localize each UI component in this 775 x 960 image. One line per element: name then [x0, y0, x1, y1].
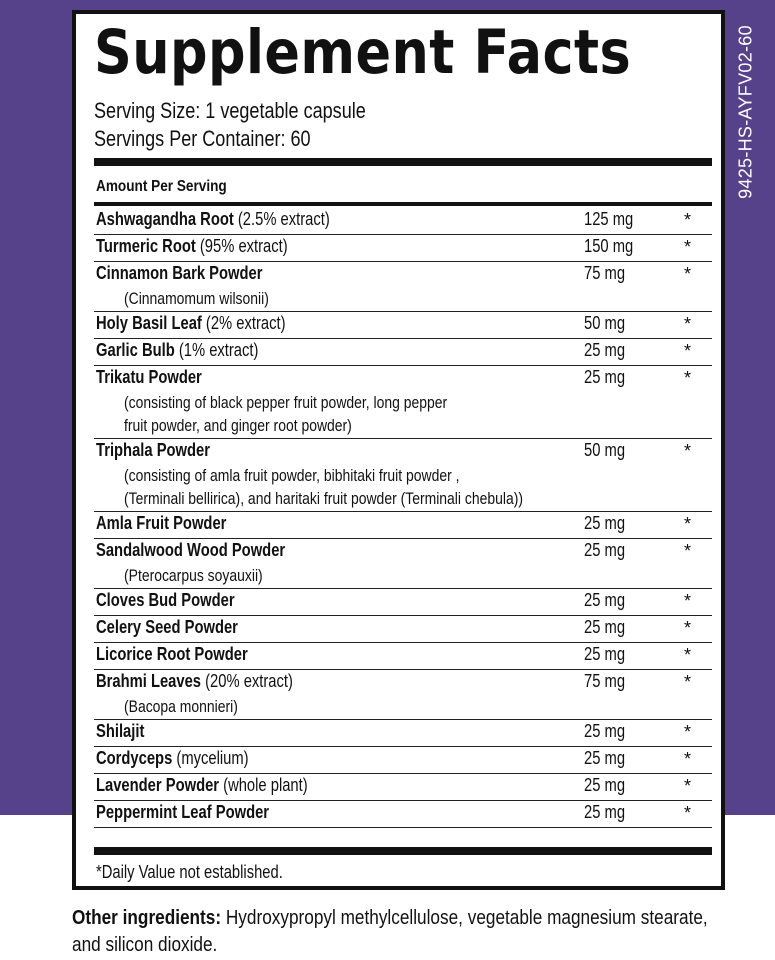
- ingredient-row: [94, 262, 712, 312]
- ingredient-row: [94, 670, 712, 720]
- ingredient-detail: (Cinnamomum wilsonii): [124, 289, 269, 308]
- ingredient-name: [96, 776, 308, 794]
- ingredient-name: [96, 237, 288, 255]
- ingredient-name: [96, 368, 202, 386]
- ingredient-name-bold: Holy Basil Leaf: [96, 313, 202, 333]
- ingredient-name: [96, 591, 235, 609]
- daily-value-asterisk: *: [684, 722, 692, 742]
- ingredient-name-bold: Cloves Bud Powder: [96, 590, 235, 610]
- ingredient-amount: 25 mg: [584, 617, 626, 637]
- ingredient-name-bold: Amla Fruit Powder: [96, 513, 227, 533]
- daily-value-asterisk: *: [684, 672, 692, 692]
- ingredient-name: [96, 803, 269, 821]
- daily-value-asterisk: *: [684, 314, 692, 334]
- ingredient-detail: (Bacopa monnieri): [124, 697, 238, 716]
- supplement-facts-panel: [72, 10, 725, 890]
- ingredient-amount: 25 mg: [584, 367, 626, 387]
- ingredient-row: [94, 366, 712, 439]
- ingredient-amount: 25 mg: [584, 540, 626, 560]
- daily-value-asterisk: *: [684, 441, 692, 461]
- daily-value-asterisk: *: [684, 514, 692, 534]
- ingredient-name-bold: Cordyceps: [96, 748, 173, 768]
- ingredient-extract-note: (2.5% extract): [237, 209, 330, 229]
- ingredient-row: [94, 589, 712, 616]
- ingredient-name: [96, 749, 249, 767]
- ingredient-name-bold: Shilajit: [96, 721, 145, 741]
- ingredient-amount: 25 mg: [584, 802, 626, 822]
- ingredient-name: [96, 314, 285, 332]
- ingredient-extract-note: (2% extract): [205, 313, 286, 333]
- ingredient-name-bold: Triphala Powder: [96, 440, 211, 460]
- servings-per-container: Servings Per Container: 60: [94, 126, 311, 151]
- ingredient-amount: 25 mg: [584, 721, 626, 741]
- ingredient-extract-note: (mycelium): [176, 748, 249, 768]
- daily-value-asterisk: *: [684, 645, 692, 665]
- ingredient-row: [94, 720, 712, 747]
- ingredient-extract-note: (1% extract): [178, 340, 259, 360]
- ingredient-row: [94, 539, 712, 589]
- ingredient-name-bold: Trikatu Powder: [96, 367, 202, 387]
- daily-value-asterisk: *: [684, 210, 692, 230]
- ingredient-name-bold: Licorice Root Powder: [96, 644, 248, 664]
- other-ingredients-line-2: and silicon dioxide.: [72, 934, 218, 956]
- ingredient-name-bold: Ashwagandha Root: [96, 209, 234, 229]
- thick-divider-top: [94, 158, 712, 166]
- ingredient-amount: 75 mg: [584, 263, 626, 283]
- ingredient-amount: 50 mg: [584, 313, 626, 333]
- ingredient-name: [96, 441, 210, 459]
- ingredient-name-bold: Celery Seed Powder: [96, 617, 238, 637]
- ingredient-amount: 25 mg: [584, 513, 626, 533]
- ingredient-row: [94, 439, 712, 512]
- ingredient-name-bold: Cinnamon Bark Powder: [96, 263, 263, 283]
- ingredient-amount: 125 mg: [584, 209, 634, 229]
- ingredient-amount: 25 mg: [584, 644, 626, 664]
- ingredient-name-bold: Lavender Powder: [96, 775, 220, 795]
- ingredient-name: [96, 672, 293, 690]
- other-ingredients-label: Other ingredients:: [72, 907, 222, 929]
- footnote: *Daily Value not established.: [96, 862, 283, 882]
- ingredient-amount: 25 mg: [584, 590, 626, 610]
- ingredient-row: [94, 616, 712, 643]
- ingredient-extract-note: (95% extract): [199, 236, 288, 256]
- ingredient-name-bold: Brahmi Leaves: [96, 671, 202, 691]
- thick-divider-bottom: [94, 847, 712, 855]
- ingredient-name: [96, 618, 238, 636]
- daily-value-asterisk: *: [684, 237, 692, 257]
- amount-per-serving-header: Amount Per Serving: [96, 178, 227, 195]
- lot-code: 9425-HS-AYFV02-60: [735, 25, 756, 199]
- ingredient-name-bold: Turmeric Root: [96, 236, 196, 256]
- ingredient-name: [96, 722, 144, 740]
- ingredient-name-bold: Sandalwood Wood Powder: [96, 540, 286, 560]
- ingredient-row: [94, 643, 712, 670]
- ingredient-detail: fruit powder, and ginger root powder): [124, 416, 352, 435]
- other-ingredients-text: Hydroxypropyl methylcellulose, vegetable magnesium stearate,: [225, 907, 708, 929]
- daily-value-asterisk: *: [684, 803, 692, 823]
- ingredient-detail: (consisting of black pepper fruit powder, long pepper: [124, 393, 448, 412]
- serving-size: Serving Size: 1 vegetable capsule: [94, 98, 366, 123]
- ingredient-name-bold: Peppermint Leaf Powder: [96, 802, 270, 822]
- ingredient-amount: 150 mg: [584, 236, 634, 256]
- ingredient-row: [94, 801, 712, 828]
- ingredient-row: [94, 312, 712, 339]
- ingredient-amount: 25 mg: [584, 775, 626, 795]
- ingredient-amount: 50 mg: [584, 440, 626, 460]
- ingredient-name-bold: Garlic Bulb: [96, 340, 175, 360]
- ingredient-detail: (Pterocarpus soyauxii): [124, 566, 263, 585]
- ingredient-detail: (consisting of amla fruit powder, bibhitaki fruit powder ,: [124, 466, 460, 485]
- daily-value-asterisk: *: [684, 776, 692, 796]
- ingredient-extract-note: (whole plant): [223, 775, 308, 795]
- other-ingredients-line-1: [72, 908, 708, 928]
- ingredient-amount: 75 mg: [584, 671, 626, 691]
- ingredient-row: [94, 512, 712, 539]
- ingredient-amount: 25 mg: [584, 748, 626, 768]
- daily-value-asterisk: *: [684, 618, 692, 638]
- ingredient-extract-note: (20% extract): [205, 671, 293, 691]
- ingredient-row: [94, 747, 712, 774]
- ingredient-name: [96, 210, 330, 228]
- ingredient-row: [94, 235, 712, 262]
- ingredient-name: [96, 541, 285, 559]
- ingredient-row: [94, 208, 712, 235]
- ingredient-name: [96, 645, 248, 663]
- ingredient-name: [96, 514, 226, 532]
- header-divider: [94, 202, 712, 206]
- daily-value-asterisk: *: [684, 368, 692, 388]
- panel-title: Supplement Facts: [94, 17, 632, 88]
- daily-value-asterisk: *: [684, 749, 692, 769]
- ingredient-amount: 25 mg: [584, 340, 626, 360]
- ingredient-row: [94, 339, 712, 366]
- daily-value-asterisk: *: [684, 341, 692, 361]
- ingredient-row: [94, 774, 712, 801]
- daily-value-asterisk: *: [684, 264, 692, 284]
- ingredient-detail: (Terminali bellirica), and haritaki fruit powder (Terminali chebula)): [124, 489, 523, 508]
- daily-value-asterisk: *: [684, 591, 692, 611]
- ingredient-name: [96, 341, 258, 359]
- ingredient-name: [96, 264, 262, 282]
- daily-value-asterisk: *: [684, 541, 692, 561]
